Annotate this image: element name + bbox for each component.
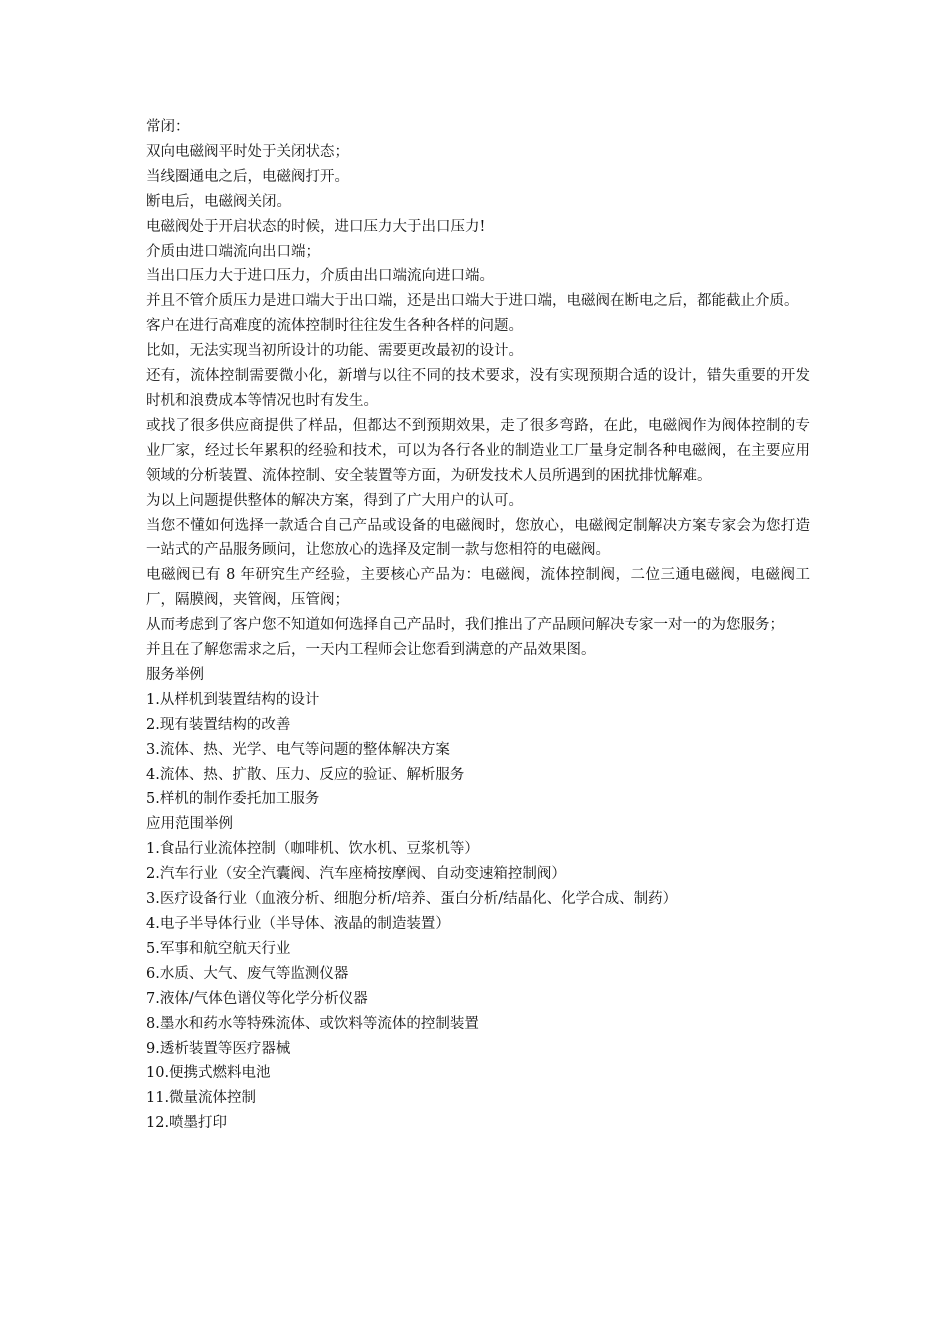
paragraph: 并且不管介质压力是进口端大于出口端，还是出口端大于进口端，电磁阀在断电之后，都能截止介质。 <box>146 293 799 310</box>
paragraph: 并且在了解您需求之后，一天内工程师会让您看到满意的产品效果图。 <box>146 642 596 659</box>
list-item: 3.流体、热、光学、电气等问题的整体解决方案 <box>146 741 450 758</box>
list-item: 2.现有装置结构的改善 <box>146 716 291 733</box>
list-item: 1.食品行业流体控制（咖啡机、饮水机、豆浆机等） <box>146 841 479 858</box>
list-item: 7.液体/气体色谱仪等化学分析仪器 <box>146 990 368 1007</box>
paragraph: 介质由进口端流向出口端； <box>146 243 320 260</box>
paragraph: 断电后，电磁阀关闭。 <box>146 193 291 210</box>
list-item: 4.电子半导体行业（半导体、液晶的制造装置） <box>146 916 450 932</box>
paragraph: 当您不懂如何选择一款适合自己产品或设备的电磁阀时，您放心，电磁阀定制解决方案专家会为您打造一站式的产品服务顾问，让您放心的选择及定制一款与您相符的电磁阀。 <box>146 517 810 559</box>
section-heading-application-examples: 应用范围举例 <box>146 816 233 833</box>
paragraph: 为以上问题提供整体的解决方案，得到了广大用户的认可。 <box>146 492 523 509</box>
list-item: 10.便携式燃料电池 <box>146 1065 271 1082</box>
paragraph: 客户在进行高难度的流体控制时往往发生各种各样的问题。 <box>146 318 523 335</box>
section-heading-service-examples: 服务举例 <box>146 666 204 683</box>
paragraph: 从而考虑到了客户您不知道如何选择自己产品时，我们推出了产品顾问解决专家一对一的为您服务； <box>146 617 784 634</box>
paragraph: 电磁阀已有 8 年研究生产经验，主要核心产品为：电磁阀，流体控制阀，二位三通电磁阀，电磁阀工厂，隔膜阀，夹管阀，压管阀； <box>146 567 810 609</box>
list-item: 3.医疗设备行业（血液分析、细胞分析/培养、蛋白分析/结晶化、化学合成、制药） <box>146 891 678 908</box>
paragraph: 双向电磁阀平时处于关闭状态； <box>146 143 349 160</box>
paragraph: 比如，无法实现当初所设计的功能、需要更改最初的设计。 <box>146 343 523 360</box>
list-item: 5.样机的制作委托加工服务 <box>146 791 320 808</box>
list-item: 8.墨水和药水等特殊流体、或饮料等流体的控制装置 <box>146 1015 479 1032</box>
list-item: 12.喷墨打印 <box>146 1115 228 1132</box>
paragraph: 当线圈通电之后，电磁阀打开。 <box>146 168 349 185</box>
paragraph: 或找了很多供应商提供了样品，但都达不到预期效果，走了很多弯路，在此，电磁阀作为阀体控制的专业厂家，经过长年累积的经验和技术，可以为各行各业的制造业工厂量身定制各种电磁阀，在主要应用领域的分析装置、流体控制、安全装置等方面，为研发技术人员所遇到的困扰排忧解难。 <box>146 417 810 484</box>
list-item: 9.透析装置等医疗器械 <box>146 1040 291 1057</box>
list-item: 4.流体、热、扩散、压力、反应的验证、解析服务 <box>146 766 465 783</box>
paragraph: 电磁阀处于开启状态的时候，进口压力大于出口压力! <box>146 218 486 235</box>
list-item: 11.微量流体控制 <box>146 1090 257 1107</box>
paragraph: 还有，流体控制需要微小化，新增与以往不同的技术要求，没有实现预期合适的设计，错失重要的开发时机和浪费成本等情况也时有发生。 <box>146 368 810 409</box>
paragraph: 常闭： <box>146 119 190 135</box>
list-item: 1.从样机到装置结构的设计 <box>146 691 320 708</box>
paragraph: 当出口压力大于进口压力，介质由出口端流向进口端。 <box>146 268 494 285</box>
list-item: 6.水质、大气、废气等监测仪器 <box>146 965 349 982</box>
document-body <box>146 115 810 1136</box>
list-item: 2.汽车行业（安全汽囊阀、汽车座椅按摩阀、自动变速箱控制阀） <box>146 866 566 883</box>
list-item: 5.军事和航空航天行业 <box>146 940 291 957</box>
